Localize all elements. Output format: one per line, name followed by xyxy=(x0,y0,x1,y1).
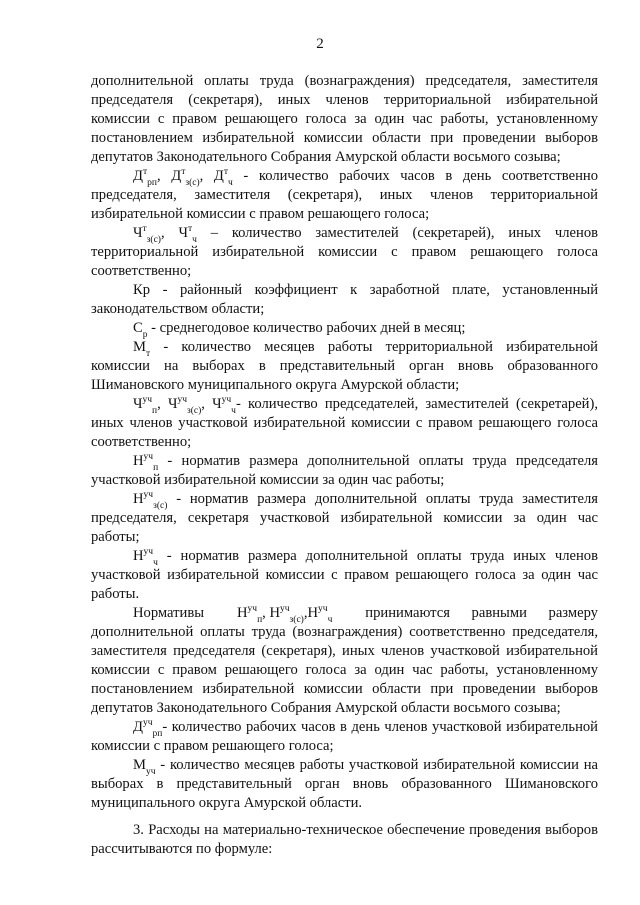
paragraph-7: $Ч^{уч}_п$, $Ч^{уч}_{з(с)}$, $Ч^{уч}_ч-$ количество председателей, заместителей (секретарей), иных членов участковой избирательной комиссии с правом решающего голоса соответственно; xyxy=(91,395,598,450)
paragraph-11-mid: принимаются равными размеру xyxy=(365,605,598,621)
symbol-c-r: $С_р$ xyxy=(133,320,148,340)
paragraph-1: дополнительной оплаты труда (вознаграждения) председателя, заместителя председателя (секретаря), иных членов территориальной избирательной комиссии с правом решающего голоса за один час работы, установленному постановлением избирательной комиссии области при проведении выборов депутатов Законодательного Собрания Амурской области восьмого созыва; xyxy=(91,73,598,165)
paragraph-5-text: - среднегодовое количество рабочих дней в месяц; xyxy=(147,320,466,336)
paragraph-7-text: - количество председателей, заместителей (секретарей), иных членов участковой избирательной комиссии с правом решающего голоса соответственно; xyxy=(91,396,598,450)
paragraph-12-text: - количество рабочих часов в день членов участковой избирательной комиссии с правом решающего голоса; xyxy=(91,719,598,754)
symbol-m-uch: $М_{уч}$ xyxy=(133,757,156,777)
symbol-n-p-uch-2: $Н^{уч}_п$ xyxy=(236,604,263,625)
paragraph-10-text: - норматив размера дополнительной оплаты труда иных членов участковой избирательной комиссии с правом решающего голоса за один час работы. xyxy=(91,548,598,602)
paragraph-2-text: - количество рабочих часов в день соответственно председателя, заместителя (секретаря), иных членов территориальной избирательной комиссии с правом решающего голоса; xyxy=(91,168,598,222)
paragraph-3-text: – количество заместителей (секретарей), иных членов территориальной избирательной комиссии с правом решающего голоса соответственно; xyxy=(91,225,599,279)
symbol-ch-zs-uch: $Ч^{уч}_{з(с)}$ xyxy=(167,395,202,416)
paragraph-2: $Д^т_{рп}$, $Д^т_{з(с)}$, $Д^т_ч$ - количество рабочих часов в день соответственно председателя, заместителя (секретаря), иных членов территориальной избирательной комиссии с правом решающего голоса; xyxy=(91,167,598,222)
symbol-ch-zs-t: $Ч^т_{з(с)}$ xyxy=(133,224,161,245)
paragraph-8 xyxy=(91,452,598,490)
paragraph-8-text: - норматив размера дополнительной оплаты труда председателя участковой избирательной комиссии за один час работы; xyxy=(91,453,598,488)
symbol-ch-p-uch: $Ч^{уч}_п$ xyxy=(133,395,158,416)
symbol-n-ch-uch-2: $Н^{уч}_ч$ xyxy=(307,604,333,625)
paragraph-11-rest: дополнительной оплаты труда (вознаграждения) соответственно председателя, заместителя председателя (секретаря), иных членов участковой избирательной комиссии с правом решающего голоса за один час работы, установленному постановлением избирательной комиссии области при проведении выборов депутатов Законодательного Собрания Амурской области восьмого созыва; xyxy=(91,624,598,716)
symbol-d-rp-t: $Д^т_{рп}$ xyxy=(133,167,157,188)
paragraph-9 xyxy=(91,490,598,547)
paragraph-11-symbols: $Н^{уч}_п$, $Н^{уч}_{з(с)},Н^{уч}_ч$ xyxy=(236,604,333,625)
paragraph-11 xyxy=(91,604,598,718)
symbol-n-ch-uch: $Н^{уч}_ч$ xyxy=(133,547,158,568)
paragraph-9-text: - норматив размера дополнительной оплаты труда заместителя председателя, секретаря участковой избирательной комиссии за один час работы; xyxy=(91,491,598,545)
page-number: 2 xyxy=(316,36,324,52)
paragraph-6 xyxy=(91,338,598,395)
symbol-ch-ch-t: $Ч^т_ч$ xyxy=(178,224,197,245)
symbol-d-ch-t: $Д^т_ч$ xyxy=(213,167,233,188)
symbol-m-t: $М_т$ xyxy=(133,339,151,359)
symbol-n-zs-uch: $Н^{уч}_{з(с)}$ xyxy=(133,490,168,511)
paragraph-6-text: - количество месяцев работы территориальной избирательной комиссии на выборах в представительный орган вновь образованного Шимановского муниципального округа Амурской области; xyxy=(91,339,598,393)
paragraph-14: 3. Расходы на материально-техническое обеспечение проведения выборов рассчитываются по формуле: xyxy=(91,822,598,857)
paragraph-4: Кр - районный коэффициент к заработной плате, установленный законодательством области; xyxy=(91,282,598,317)
symbol-d-rp-uch: $Д^{уч}_{рп}$ xyxy=(133,718,163,739)
paragraph-11-first-line xyxy=(91,604,598,623)
paragraph-12 xyxy=(91,718,598,756)
paragraph-3: $Ч^т_{з(с)}$, $Ч^т_ч$ – количество заместителей (секретарей), иных членов территориальной избирательной комиссии с правом решающего голоса соответственно; xyxy=(91,224,599,279)
paragraph-10 xyxy=(91,547,598,604)
paragraph-5 xyxy=(91,319,598,338)
document-body xyxy=(91,72,598,859)
symbol-n-p-uch: $Н^{уч}_п$ xyxy=(133,452,159,473)
symbol-d-zs-t: $Д^т_{з(с)}$ xyxy=(171,167,200,188)
symbol-ch-ch-uch: $Ч^{уч}_ч$ xyxy=(212,395,236,416)
paragraph-11-start: Нормативы xyxy=(133,605,205,621)
paragraph-13-text: - количество месяцев работы участковой избирательной комиссии на выборах в представительный орган вновь образованного Шимановского муниципального округа Амурской области. xyxy=(91,757,598,811)
symbol-n-zs-uch-2: $Н^{уч}_{з(с)}$ xyxy=(269,604,304,625)
paragraph-13 xyxy=(91,756,598,813)
